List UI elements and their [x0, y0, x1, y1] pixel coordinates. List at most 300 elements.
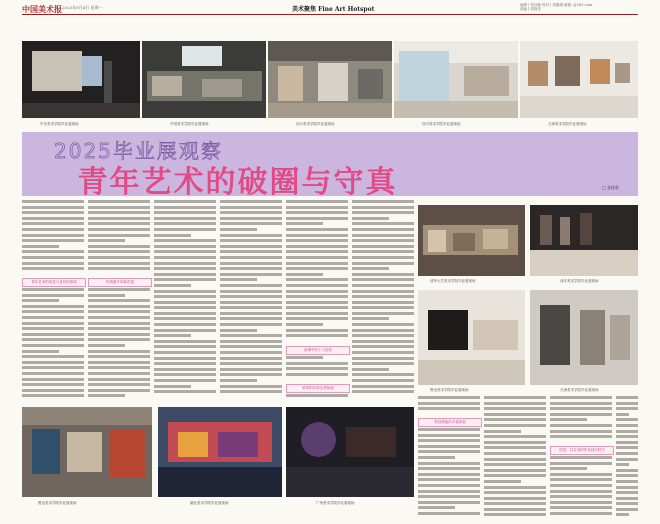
- text-line: [286, 334, 348, 337]
- text-line: [220, 228, 257, 231]
- text-line: [352, 351, 414, 354]
- title-kicker: 2025毕业展观察: [54, 139, 223, 163]
- text-line: [220, 290, 282, 293]
- text-line: [220, 368, 282, 371]
- text-line: [418, 473, 480, 476]
- caption-mid-2: 西安美术学院毕业展现场: [560, 279, 599, 283]
- subhead-6-text: 结语：以自身的作品回应时代: [559, 448, 605, 452]
- text-line: [484, 463, 546, 466]
- text-line: [418, 478, 480, 481]
- text-line: [88, 211, 150, 214]
- text-line: [352, 295, 414, 298]
- text-line: [484, 497, 546, 500]
- text-line: [220, 323, 282, 326]
- text-line: [88, 372, 150, 375]
- text-line: [286, 301, 348, 304]
- text-line: [352, 385, 414, 388]
- text-line: [418, 450, 480, 453]
- subhead-2-text: 传统媒介的新语境: [106, 280, 134, 284]
- text-line: [220, 301, 282, 304]
- text-line: [286, 306, 348, 309]
- text-line: [88, 350, 150, 353]
- text-line: [418, 428, 480, 431]
- subhead-1: [22, 278, 86, 287]
- text-line: [352, 256, 414, 259]
- text-line: [352, 239, 414, 242]
- text-line: [484, 469, 546, 472]
- text-line: [550, 512, 612, 515]
- text-line: [616, 480, 638, 483]
- text-line: [484, 458, 546, 461]
- text-line: [220, 334, 282, 337]
- caption-bot-2: 湖北美术学院毕业展现场: [190, 501, 229, 505]
- editor-info: [520, 3, 592, 11]
- photo-top-3: [268, 41, 392, 118]
- text-line: [418, 484, 480, 487]
- text-line: [154, 239, 216, 242]
- text-line: [286, 228, 348, 231]
- photo-bot-3: [286, 407, 414, 497]
- text-line: [418, 501, 480, 504]
- text-line: [550, 473, 612, 476]
- text-column: [154, 200, 216, 400]
- text-column: [550, 396, 612, 444]
- text-line: [22, 200, 84, 203]
- text-line: [22, 217, 84, 220]
- photo-bot-2: [158, 407, 282, 497]
- text-line: [88, 322, 150, 325]
- text-line: [286, 290, 348, 293]
- text-line: [88, 217, 150, 220]
- text-line: [88, 389, 150, 392]
- text-line: [616, 430, 638, 433]
- text-line: [22, 378, 84, 381]
- text-line: [154, 217, 216, 220]
- text-line: [22, 394, 84, 397]
- text-line: [418, 462, 480, 465]
- text-column: [550, 456, 612, 522]
- text-line: [352, 262, 414, 265]
- text-line: [154, 284, 191, 287]
- text-line: [286, 239, 348, 242]
- headline: 青年艺术的破圈与守真: [77, 165, 398, 200]
- text-line: [352, 329, 414, 332]
- text-column: [88, 288, 150, 402]
- text-line: [550, 506, 612, 509]
- text-line: [286, 206, 348, 209]
- text-line: [154, 206, 216, 209]
- text-line: [286, 273, 323, 276]
- text-line: [88, 327, 150, 330]
- text-line: [220, 306, 282, 309]
- text-line: [286, 256, 348, 259]
- text-line: [88, 361, 150, 364]
- text-line: [220, 239, 282, 242]
- text-line: [352, 222, 414, 225]
- text-line: [22, 316, 84, 319]
- text-line: [550, 456, 612, 459]
- text-line: [22, 327, 84, 330]
- subhead-5: [418, 418, 482, 427]
- text-line: [154, 312, 216, 315]
- text-line: [616, 402, 638, 405]
- text-line: [154, 390, 216, 393]
- text-line: [616, 474, 638, 477]
- text-line: [286, 267, 348, 270]
- text-line: [484, 508, 546, 511]
- caption-top-4: 四川美术学院毕业展现场: [422, 122, 461, 126]
- text-line: [286, 245, 348, 248]
- text-line: [154, 357, 216, 360]
- text-column: [286, 356, 348, 382]
- text-line: [616, 469, 638, 472]
- caption-mid-3: 鲁迅美术学院毕业展现场: [430, 388, 469, 392]
- text-line: [484, 513, 546, 516]
- text-line: [418, 396, 480, 399]
- text-line: [154, 211, 216, 214]
- text-column: [484, 396, 546, 522]
- text-line: [550, 467, 587, 470]
- text-line: [616, 418, 638, 421]
- text-line: [88, 200, 150, 203]
- text-line: [22, 250, 84, 253]
- photo-bot-1: [22, 407, 152, 497]
- text-line: [154, 317, 216, 320]
- text-line: [22, 350, 59, 353]
- text-line: [88, 383, 150, 386]
- text-column: [352, 200, 414, 400]
- text-line: [616, 491, 638, 494]
- text-line: [352, 334, 414, 337]
- text-line: [220, 234, 282, 237]
- text-line: [484, 407, 546, 410]
- text-line: [352, 200, 414, 203]
- text-line: [22, 333, 84, 336]
- text-line: [352, 306, 414, 309]
- text-line: [220, 256, 282, 259]
- text-line: [352, 217, 389, 220]
- text-line: [484, 441, 546, 444]
- text-line: [418, 506, 455, 509]
- text-line: [88, 294, 125, 297]
- text-line: [154, 256, 216, 259]
- masthead: 中国美术报: [22, 4, 62, 14]
- text-line: [550, 407, 612, 410]
- text-line: [22, 366, 84, 369]
- text-line: [418, 490, 480, 493]
- text-line: [88, 250, 150, 253]
- text-line: [616, 413, 629, 416]
- text-line: [484, 430, 521, 433]
- text-line: [154, 267, 216, 270]
- text-line: [286, 323, 323, 326]
- text-line: [418, 456, 455, 459]
- text-line: [154, 278, 216, 281]
- subhead-2: [88, 278, 152, 287]
- issue-date: 2025年8月4日 星期一: [62, 5, 103, 10]
- text-line: [352, 312, 414, 315]
- text-line: [154, 351, 216, 354]
- text-line: [88, 378, 150, 381]
- text-line: [550, 413, 612, 416]
- text-line: [286, 295, 348, 298]
- text-line: [484, 491, 546, 494]
- caption-mid-1: 清华大学美术学院毕业展现场: [430, 279, 476, 283]
- text-line: [286, 217, 348, 220]
- text-line: [220, 357, 282, 360]
- text-line: [220, 222, 282, 225]
- text-line: [352, 345, 414, 348]
- subhead-3-text: 叙事中的个人经验: [304, 348, 332, 352]
- text-line: [352, 357, 414, 360]
- text-line: [154, 250, 216, 253]
- text-line: [352, 301, 414, 304]
- text-line: [88, 344, 125, 347]
- text-line: [22, 294, 84, 297]
- text-line: [352, 284, 414, 287]
- text-column: [22, 200, 84, 276]
- text-line: [484, 446, 546, 449]
- text-line: [352, 273, 414, 276]
- text-line: [220, 250, 282, 253]
- text-line: [220, 379, 257, 382]
- editor-line-2: 美编 | 张晓龙: [520, 7, 541, 11]
- text-line: [88, 305, 150, 308]
- text-line: [22, 305, 84, 308]
- text-line: [154, 301, 216, 304]
- text-line: [154, 334, 191, 337]
- text-line: [352, 250, 414, 253]
- text-line: [88, 355, 150, 358]
- caption-top-2: 中国美术学院毕业展现场: [170, 122, 209, 126]
- text-line: [418, 467, 480, 470]
- text-line: [286, 367, 348, 370]
- text-line: [418, 512, 480, 515]
- text-column: [418, 428, 480, 522]
- text-line: [352, 379, 414, 382]
- caption-top-3: 四川美术学院毕业展现场: [296, 122, 335, 126]
- text-line: [484, 435, 546, 438]
- text-line: [616, 452, 638, 455]
- text-line: [352, 368, 389, 371]
- text-line: [286, 250, 348, 253]
- text-line: [550, 430, 612, 433]
- text-line: [22, 310, 84, 313]
- text-line: [22, 288, 84, 291]
- text-line: [22, 211, 84, 214]
- caption-top-5: 天津美术学院毕业展现场: [548, 122, 587, 126]
- text-line: [286, 317, 348, 320]
- text-line: [352, 317, 389, 320]
- text-line: [220, 262, 282, 265]
- text-line: [352, 245, 414, 248]
- text-line: [22, 361, 84, 364]
- text-line: [484, 452, 546, 455]
- photo-top-4: [394, 41, 518, 118]
- text-line: [154, 290, 216, 293]
- subhead-3: [286, 346, 350, 355]
- photo-mid-2: [530, 205, 638, 276]
- text-line: [616, 463, 629, 466]
- text-line: [88, 338, 150, 341]
- text-line: [22, 383, 84, 386]
- text-line: [22, 239, 84, 242]
- text-line: [286, 262, 348, 265]
- text-line: [154, 222, 216, 225]
- text-line: [220, 312, 282, 315]
- text-line: [88, 310, 150, 313]
- text-line: [220, 390, 282, 393]
- text-line: [484, 396, 546, 399]
- text-line: [88, 394, 125, 397]
- text-line: [352, 323, 414, 326]
- text-line: [220, 295, 282, 298]
- text-line: [352, 234, 414, 237]
- caption-bot-3: 广州美术学院毕业展现场: [316, 501, 355, 505]
- text-line: [286, 394, 348, 397]
- text-line: [550, 435, 612, 438]
- text-line: [154, 262, 216, 265]
- text-line: [352, 278, 414, 281]
- text-line: [418, 445, 480, 448]
- text-line: [22, 206, 84, 209]
- text-line: [352, 211, 414, 214]
- text-line: [220, 278, 257, 281]
- text-line: [88, 316, 150, 319]
- text-line: [550, 478, 612, 481]
- text-line: [550, 418, 587, 421]
- text-line: [286, 278, 348, 281]
- text-line: [220, 351, 282, 354]
- text-line: [616, 513, 629, 516]
- text-line: [220, 273, 282, 276]
- text-line: [286, 362, 348, 365]
- text-line: [550, 402, 612, 405]
- text-line: [484, 402, 546, 405]
- subhead-6: [550, 446, 614, 455]
- caption-mid-4: 天津美术学院毕业展现场: [560, 388, 599, 392]
- text-line: [286, 222, 323, 225]
- photo-top-1: [22, 41, 140, 118]
- text-line: [616, 497, 638, 500]
- text-column: [418, 396, 480, 416]
- text-line: [154, 323, 216, 326]
- text-line: [220, 329, 257, 332]
- section-title: 美术聚焦 Fine Art Hotspot: [292, 6, 375, 13]
- text-line: [22, 262, 84, 265]
- text-line: [352, 290, 414, 293]
- text-line: [154, 329, 216, 332]
- text-line: [88, 333, 150, 336]
- text-line: [154, 379, 216, 382]
- subhead-1-text: 青年艺术的视觉与身份的探索: [31, 280, 77, 284]
- text-line: [418, 407, 480, 410]
- text-line: [352, 362, 414, 365]
- header-rule: [22, 14, 638, 15]
- text-line: [550, 484, 612, 487]
- text-line: [88, 256, 150, 259]
- text-line: [88, 267, 150, 270]
- text-line: [88, 239, 125, 242]
- text-line: [286, 329, 348, 332]
- text-line: [418, 434, 480, 437]
- text-line: [616, 508, 638, 511]
- text-line: [286, 284, 348, 287]
- text-line: [22, 256, 84, 259]
- text-line: [286, 211, 348, 214]
- text-line: [550, 495, 612, 498]
- text-line: [220, 200, 282, 203]
- text-line: [418, 495, 480, 498]
- text-line: [616, 424, 638, 427]
- text-line: [484, 502, 546, 505]
- text-line: [220, 206, 282, 209]
- text-line: [88, 262, 150, 265]
- text-line: [22, 267, 84, 270]
- text-line: [22, 222, 84, 225]
- photo-top-5: [520, 41, 638, 118]
- text-column: [286, 200, 348, 344]
- text-line: [88, 222, 150, 225]
- text-line: [418, 439, 480, 442]
- text-line: [88, 299, 150, 302]
- text-line: [22, 344, 84, 347]
- text-line: [550, 424, 612, 427]
- text-line: [616, 407, 638, 410]
- byline: □ 张桂彩: [602, 185, 620, 190]
- text-column: [88, 200, 150, 276]
- text-line: [22, 338, 84, 341]
- text-column: [22, 288, 84, 402]
- text-line: [418, 402, 480, 405]
- text-line: [286, 373, 348, 376]
- text-line: [88, 366, 150, 369]
- text-line: [154, 295, 216, 298]
- subhead-4: [286, 384, 350, 393]
- text-line: [484, 413, 546, 416]
- subhead-5-text: 科技赋能的多重探索: [434, 420, 466, 424]
- text-line: [550, 396, 612, 399]
- text-column: [286, 394, 348, 404]
- text-line: [220, 340, 282, 343]
- text-line: [484, 424, 546, 427]
- caption-top-1: 中央美术学院毕业展现场: [40, 122, 79, 126]
- text-line: [484, 418, 546, 421]
- text-line: [154, 234, 191, 237]
- text-line: [550, 490, 612, 493]
- text-line: [220, 267, 282, 270]
- text-line: [22, 234, 84, 237]
- text-line: [154, 368, 216, 371]
- text-line: [88, 234, 150, 237]
- photo-mid-4: [530, 290, 638, 385]
- text-line: [88, 288, 150, 291]
- text-line: [286, 312, 348, 315]
- text-line: [286, 200, 348, 203]
- text-line: [220, 345, 282, 348]
- text-line: [352, 390, 414, 393]
- text-line: [616, 441, 638, 444]
- editor-line-1: 编辑 | 郑诗薇 校对 | 刘娟娟 邮箱: @163.com: [520, 3, 593, 7]
- text-line: [154, 340, 216, 343]
- text-line: [286, 234, 348, 237]
- caption-bot-1: 鲁迅美术学院毕业展现场: [38, 501, 77, 505]
- text-column: [220, 200, 282, 400]
- text-line: [220, 317, 282, 320]
- text-line: [154, 273, 216, 276]
- text-line: [220, 211, 282, 214]
- text-line: [616, 458, 638, 461]
